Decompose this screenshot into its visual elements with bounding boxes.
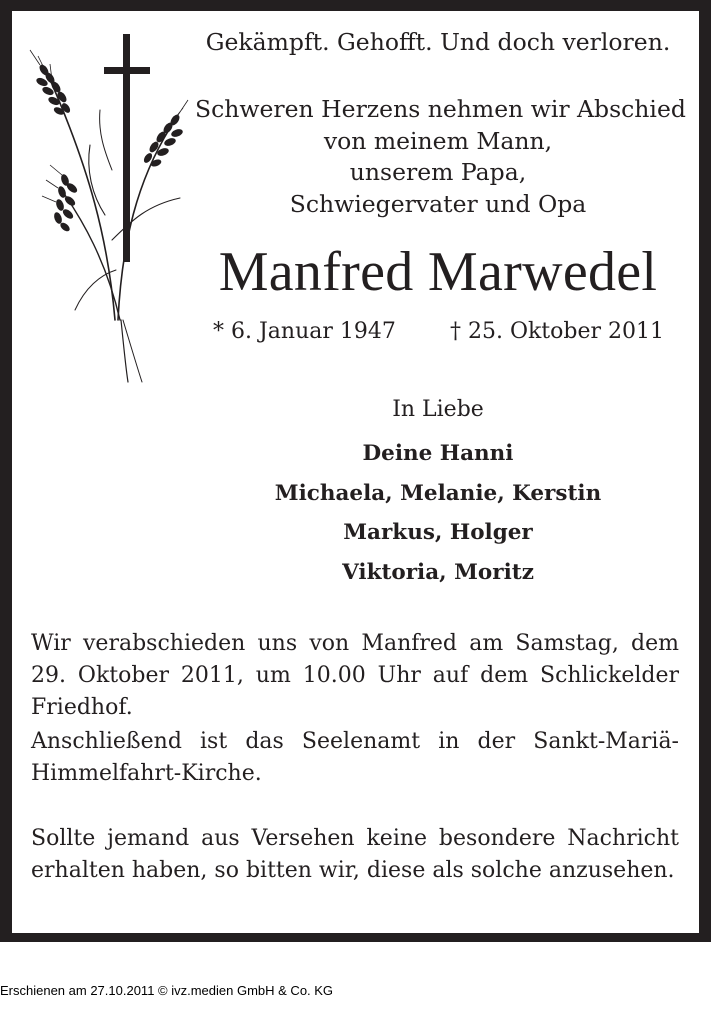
farewell-line: unserem Papa, bbox=[349, 158, 527, 186]
farewell-line: von meinem Mann, bbox=[323, 126, 553, 155]
mourner-line: Deine Hanni bbox=[362, 441, 514, 466]
deceased-name: Manfred Marwedel bbox=[218, 241, 658, 303]
funeral-paragraph: Wir verabschieden uns von Manfred am Samstag, dem 29. Oktober 2011, um 10.00 Uhr auf dem Schlickelder Friedhof. bbox=[31, 631, 679, 720]
mourner-names bbox=[195, 434, 681, 592]
publication-footer: Erschienen am 27.10.2011 © ivz.medien GmbH & Co. KG bbox=[0, 983, 334, 998]
funeral-details bbox=[31, 628, 679, 887]
farewell-text bbox=[195, 94, 686, 220]
birth-date: * 6. Januar 1947 bbox=[213, 319, 396, 344]
mourner-line: Markus, Holger bbox=[343, 520, 533, 545]
requiem-paragraph: Anschließend ist das Seelenamt in der Sankt-Mariä-Himmelfahrt-Kirche. bbox=[31, 729, 679, 786]
cross-icon bbox=[104, 34, 150, 262]
mourner-line: Michaela, Melanie, Kerstin bbox=[274, 480, 602, 506]
farewell-line: Schweren Herzens nehmen wir Abschied bbox=[195, 95, 686, 123]
notification-paragraph: Sollte jemand aus Versehen keine besondere Nachricht erhalten haben, so bitten wir, diese als solche anzusehen. bbox=[31, 826, 679, 883]
mourner-line: Viktoria, Moritz bbox=[342, 559, 534, 585]
farewell-line: Schwiegervater und Opa bbox=[289, 189, 587, 218]
signoff-intro: In Liebe bbox=[392, 397, 484, 422]
cross-with-wheat-illustration bbox=[20, 20, 195, 390]
motto: Gekämpft. Gehofft. Und doch verloren. bbox=[205, 28, 671, 56]
death-date: † 25. Oktober 2011 bbox=[449, 319, 664, 344]
notice-header bbox=[195, 28, 686, 220]
wheat-grain-clusters bbox=[35, 63, 184, 233]
mourners-signoff bbox=[195, 395, 681, 592]
